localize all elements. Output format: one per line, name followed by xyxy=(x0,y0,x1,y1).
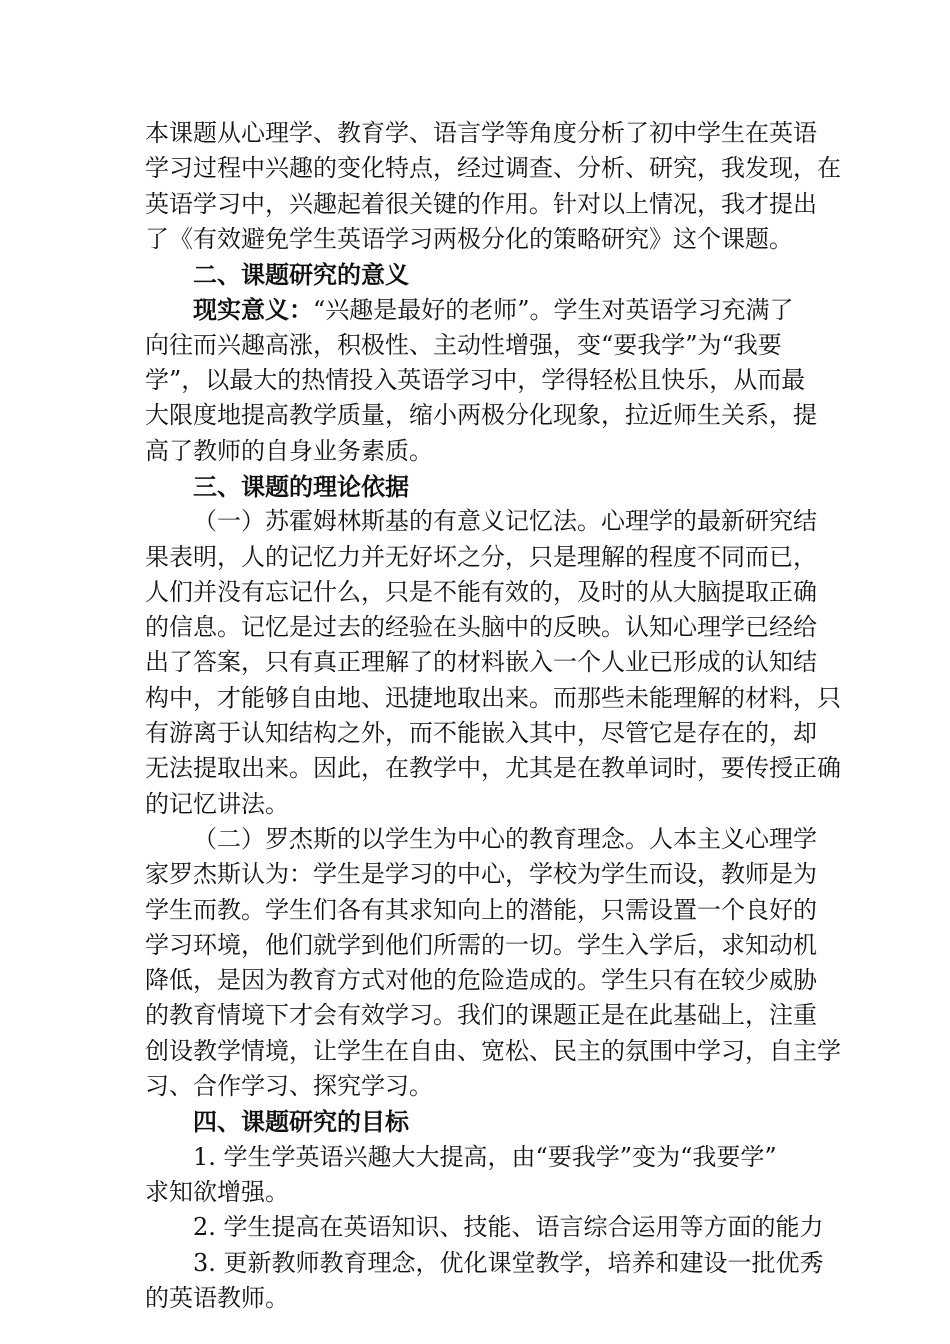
line-text: 创设教学情境，让学生在自由、宽松、民主的氛围中学习，自主学 xyxy=(145,1036,841,1065)
line-text: 本课题从心理学、教育学、语言学等角度分析了初中学生在英语 xyxy=(145,119,817,147)
text-line xyxy=(145,822,817,857)
line-text: 3. 更新教师教育理念，优化课堂教学，培养和建设一批优秀 xyxy=(193,1248,824,1277)
line-text: 的英语教师。 xyxy=(145,1283,289,1312)
text-line xyxy=(145,1246,824,1281)
line-text: “兴趣是最好的老师”。学生对英语学习充满了 xyxy=(313,296,794,325)
text-line xyxy=(145,1069,807,1104)
text-line xyxy=(145,1140,807,1175)
text-line xyxy=(145,187,817,222)
text-line xyxy=(145,575,817,610)
line-text: 学习过程中兴趣的变化特点，经过调查、分析、研究，我发现，在 xyxy=(145,154,841,183)
text-line xyxy=(145,151,841,186)
line-text: 学生而教。学生们各有其求知向上的潜能，只需设置一个良好的 xyxy=(145,895,817,924)
text-line xyxy=(145,787,807,822)
text-line xyxy=(145,645,817,680)
line-text: 无法提取出来。因此，在教学中，尤其是在教单词时，要传授正确 xyxy=(145,754,841,783)
line-text: 三、课题的理论依据 xyxy=(193,471,409,501)
text-line xyxy=(145,963,817,998)
text-line xyxy=(145,998,817,1033)
line-text: 学习环境，他们就学到他们所需的一切。学生入学后，求知动机 xyxy=(145,930,817,959)
line-text: 降低，是因为教育方式对他的危险造成的。学生只有在较少威胁 xyxy=(145,966,817,995)
line-text: 二、课题研究的意义 xyxy=(193,260,409,290)
line-text: 四、课题研究的目标 xyxy=(193,1107,409,1137)
line-text: 的信息。记忆是过去的经验在头脑中的反映。认知心理学已经给 xyxy=(145,613,817,642)
text-line xyxy=(145,292,807,327)
line-text: 大限度地提高教学质量，缩小两极分化现象，拉近师生关系，提 xyxy=(145,401,817,430)
document-body xyxy=(145,116,841,1316)
line-text: 出了答案，只有真正理解了的材料嵌入一个人业已形成的认知结 xyxy=(145,648,817,677)
line-text: 习、合作学习、探究学习。 xyxy=(145,1072,433,1101)
line-text: 有游离于认知结构之外，而不能嵌入其中，尽管它是存在的，却 xyxy=(145,719,817,748)
text-line xyxy=(145,434,807,469)
text-line xyxy=(145,504,817,539)
bold-label: 现实意义： xyxy=(193,295,313,325)
line-text: 家罗杰斯认为：学生是学习的中心，学校为学生而设，教师是为 xyxy=(145,860,817,889)
line-text: 学”，以最大的热情投入英语学习中，学得轻松且快乐，从而最 xyxy=(145,366,806,395)
line-text: 的记忆讲法。 xyxy=(145,789,289,818)
text-line xyxy=(145,610,817,645)
text-line xyxy=(145,681,841,716)
text-line xyxy=(145,1034,841,1069)
line-text: 2. 学生提高在英语知识、技能、语言综合运用等方面的能力 xyxy=(193,1213,824,1242)
line-text: 求知欲增强。 xyxy=(145,1177,289,1206)
line-text: 人们并没有忘记什么，只是不能有效的，及时的从大脑提取正确 xyxy=(145,577,817,606)
section-heading xyxy=(145,469,807,504)
section-heading xyxy=(145,257,807,292)
text-line xyxy=(145,751,841,786)
line-text: 向往而兴趣高涨，积极性、主动性增强，变“要我学”为“我要 xyxy=(145,330,782,359)
line-text: 高了教师的自身业务素质。 xyxy=(145,436,433,465)
text-line xyxy=(145,540,817,575)
line-text: 果表明，人的记忆力并无好坏之分，只是理解的程度不同而已， xyxy=(145,542,817,571)
text-line xyxy=(145,893,817,928)
section-heading xyxy=(145,1104,807,1139)
line-text: （一）苏霍姆林斯基的有意义记忆法。心理学的最新研究结 xyxy=(193,507,817,536)
text-line xyxy=(145,363,807,398)
text-line xyxy=(145,1175,807,1210)
line-text: 了《有效避免学生英语学习两极分化的策略研究》这个课题。 xyxy=(145,224,793,253)
text-line xyxy=(145,328,807,363)
line-text: （二）罗杰斯的以学生为中心的教育理念。人本主义心理学 xyxy=(193,824,817,853)
text-line xyxy=(145,716,817,751)
text-line xyxy=(145,1210,824,1245)
line-text: 1. 学生学英语兴趣大大提高，由“要我学”变为“我要学” xyxy=(193,1142,777,1171)
line-text: 的教育情境下才会有效学习。我们的课题正是在此基础上，注重 xyxy=(145,1001,817,1030)
text-line xyxy=(145,222,807,257)
text-line xyxy=(145,116,817,151)
text-line xyxy=(145,1281,807,1316)
text-line xyxy=(145,857,817,892)
text-line xyxy=(145,398,817,433)
line-text: 英语学习中，兴趣起着很关键的作用。针对以上情况，我才提出 xyxy=(145,189,817,218)
line-text: 构中，才能够自由地、迅捷地取出来。而那些未能理解的材料，只 xyxy=(145,683,841,712)
text-line xyxy=(145,928,817,963)
